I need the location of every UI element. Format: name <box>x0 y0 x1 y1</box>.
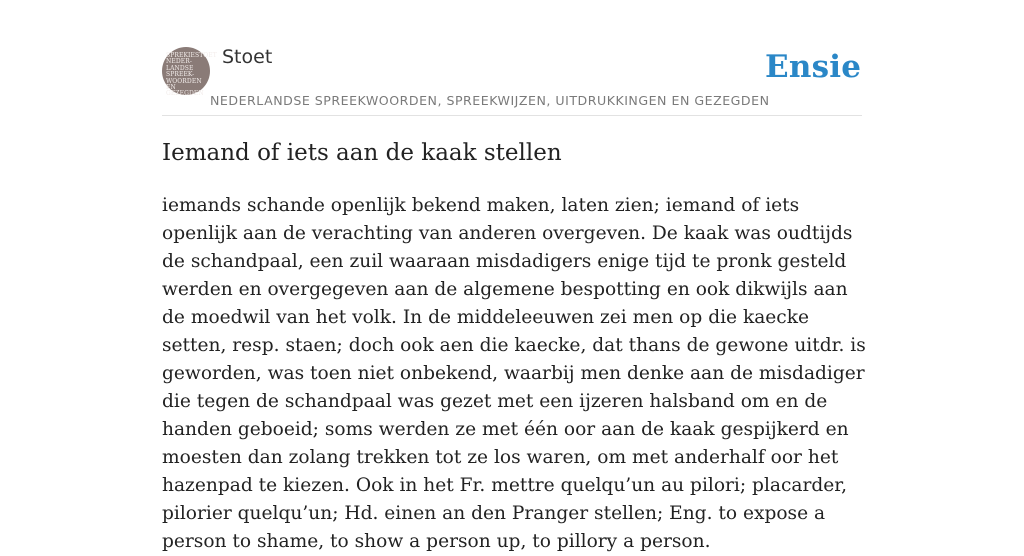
entry-title: Iemand of iets aan de kaak stellen <box>162 140 562 166</box>
entry-definition: iemands schande openlijk bekend maken, laten zien; iemand of iets openlijk aan de verachting van anderen overgeven. De kaak was oudtijds de schandpaal, een zuil waaraan misdadigers enige tijd te pronk gesteld werden en overgegeven aan de algemene bespotting en ook dikwijls aan de moedwil van het volk. In de middeleeuwen zei men op die kaecke setten, resp. staen; doch ook aen die kaecke, dat thans de gewone uitdr. is geworden, was toen niet onbekend, waarbij men denke aan de misdadiger die tegen de schandpaal was gezet met een ijzeren halsband om en de handen geboeid; soms werden ze met één oor aan de kaak gespijkerd en moesten dan zolang trekken tot ze los waren, om met anderhalf oor het hazenpad te kiezen. Ook in het Fr. mettre quelqu’un au pilori; placarder, pilorier quelqu’un; Hd. einen an den Pranger stellen; Eng. to expose a person to shame, to show a person up, to pillory a person. <box>162 195 866 552</box>
ensie-logo[interactable]: Ensie <box>765 49 862 85</box>
author-avatar[interactable] <box>162 47 217 98</box>
avatar-book-cover-text: SPREKIESTOET NEDER- LANDSE SPREEK- WOORDEN EN GEZEGDEN <box>166 52 217 98</box>
collection-title[interactable]: NEDERLANDSE SPREEKWOORDEN, SPREEKWIJZEN, UITDRUKKINGEN EN GEZEGDEN <box>210 93 770 108</box>
header-divider <box>162 115 862 116</box>
author-name[interactable]: Stoet <box>222 46 273 68</box>
